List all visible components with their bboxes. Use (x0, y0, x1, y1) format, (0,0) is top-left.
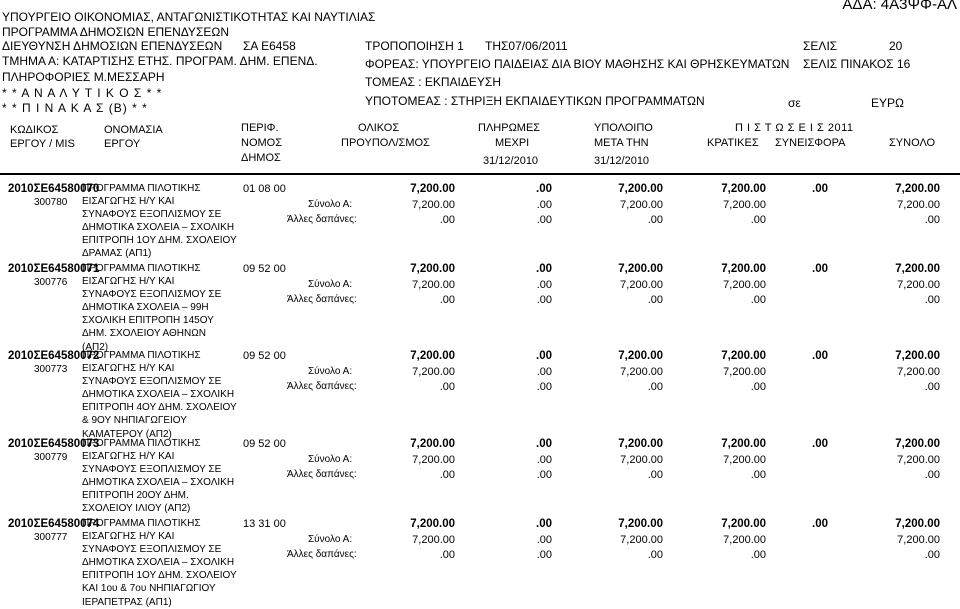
col-municipality: ΔΗΜΟΣ (241, 152, 281, 164)
main-amount: 7,200.00 (721, 438, 766, 450)
other-expenses-amount: .00 (750, 294, 766, 306)
other-expenses-amount: .00 (750, 469, 766, 481)
subtotal-amount: .00 (536, 534, 552, 546)
other-expenses-amount: .00 (924, 214, 940, 226)
sector-label: ΤΟΜΕΑΣ : ΕΚΠΑΙΔΕΥΣΗ (365, 75, 501, 89)
contact-info: ΠΛΗΡΟΦΟΡΙΕΣ Μ.ΜΕΣΣΑΡΗ (2, 70, 165, 84)
page-label: ΣΕΛΙΣ (803, 39, 838, 53)
main-amount: .00 (536, 438, 552, 450)
project-code: 2010ΣΕ64580070 (8, 183, 100, 195)
other-expenses-amount: .00 (924, 549, 940, 561)
project-code: 2010ΣΕ64580072 (8, 350, 100, 362)
col-budget: ΠΡΟΥΠΟΛ/ΣΜΟΣ (341, 137, 430, 149)
subtotal-amount: 7,200.00 (723, 279, 766, 291)
main-amount: 7,200.00 (721, 183, 766, 195)
subtotal-amount: 7,200.00 (412, 199, 455, 211)
subtotal-amount: 7,200.00 (723, 366, 766, 378)
table-page: ΣΕΛΙΣ ΠΙΝΑΚΟΣ 16 (803, 57, 911, 71)
project-description: ΠΡΟΓΡΑΜΜΑ ΠΙΛΟΤΙΚΗΣ ΕΙΣΑΓΩΓΗΣ Η/Υ ΚΑΙ ΣΥΝΑΦΟΥΣ ΕΞΟΠΛΙΣΜΟΥ ΣΕ ΔΗΜΟΤΙΚΑ ΣΧΟΛΕΙΑ – 99Η ΣΧΟΛΙΚΗ ΕΠΙΤΡΟΠΗ 145ΟΥ ΔΗΜ. ΣΧΟΛΕΙΟΥ ΑΘΗΝΩΝ (ΑΠ2) (82, 263, 222, 353)
table-b-label: * * Π Ι Ν Α Κ Α Σ (Β) * * (2, 101, 148, 115)
main-amount: .00 (812, 518, 828, 530)
col-name: ΟΝΟΜΑΣΙΑ (104, 124, 163, 136)
main-amount: 7,200.00 (895, 350, 940, 362)
other-expenses-amount: .00 (924, 294, 940, 306)
main-amount: 7,200.00 (895, 438, 940, 450)
col-payments: ΠΛΗΡΩΜΕΣ (478, 122, 541, 134)
subtotal-amount: 7,200.00 (723, 534, 766, 546)
subtotal-amount: .00 (536, 279, 552, 291)
col-region: ΠΕΡΙΦ. (241, 122, 279, 134)
main-amount: 7,200.00 (721, 518, 766, 530)
analytic-label: * * Α Ν Α Λ Υ Τ Ι Κ Ο Σ * * (2, 86, 163, 100)
other-expenses-amount: .00 (647, 549, 663, 561)
col-credits-2011: Π Ι Σ Τ Ω Σ Ε Ι Σ 2011 (735, 122, 854, 134)
main-amount: 7,200.00 (410, 183, 455, 195)
project-description: ΠΡΟΓΡΑΜΜΑ ΠΙΛΟΤΙΚΗΣ ΕΙΣΑΓΩΓΗΣ Η/Υ ΚΑΙ ΣΥΝΑΦΟΥΣ ΕΞΟΠΛΙΣΜΟΥ ΣΕ ΔΗΜΟΤΙΚΑ ΣΧΟΛΕΙΑ – ΣΧΟΛΙΚΗ ΕΠΙΤΡΟΠΗ 1ΟΥ ΔΗΜ. ΣΧΟΛΕΙΟΥ ΚΑΙ 1ου & 7ου ΝΗΠΙΑΓΩΓΙΟΥ ΙΕΡΑΠΕΤΡΑΣ (ΑΠ1) (82, 518, 237, 608)
other-expenses-label: Άλλες δαπάνες: (287, 381, 357, 392)
page-number: 20 (889, 39, 903, 53)
region-codes: 13 31 00 (243, 518, 286, 530)
main-amount: 7,200.00 (721, 263, 766, 275)
subtotal-amount: 7,200.00 (620, 534, 663, 546)
other-expenses-amount: .00 (924, 469, 940, 481)
col-total: ΟΛΙΚΟΣ (358, 122, 400, 134)
other-expenses-amount: .00 (439, 214, 455, 226)
project-code: 2010ΣΕ64580073 (8, 438, 100, 450)
main-amount: .00 (812, 183, 828, 195)
subtotal-amount: 7,200.00 (412, 279, 455, 291)
main-amount: 7,200.00 (410, 263, 455, 275)
main-amount: 7,200.00 (410, 438, 455, 450)
main-amount: .00 (536, 183, 552, 195)
region-codes: 09 52 00 (243, 438, 286, 450)
region-codes: 01 08 00 (243, 183, 286, 195)
other-expenses-amount: .00 (439, 294, 455, 306)
amendment-date: ΤΗΣ07/06/2011 (485, 39, 568, 53)
other-expenses-amount: .00 (536, 549, 552, 561)
subtotal-amount: .00 (536, 199, 552, 211)
main-amount: 7,200.00 (618, 183, 663, 195)
department-title: ΤΜΗΜΑ Α: ΚΑΤΑΡΤΙΣΗΣ ΕΤΗΣ. ΠΡΟΓΡΑΜ. ΔΗΜ. ΕΠΕΝΔ. (2, 54, 318, 68)
subtotal-amount: 7,200.00 (412, 454, 455, 466)
subtotal-label: Σύνολο Α: (308, 279, 353, 290)
project-description: ΠΡΟΓΡΑΜΜΑ ΠΙΛΟΤΙΚΗΣ ΕΙΣΑΓΩΓΗΣ Η/Υ ΚΑΙ ΣΥΝΑΦΟΥΣ ΕΞΟΠΛΙΣΜΟΥ ΣΕ ΔΗΜΟΤΙΚΑ ΣΧΟΛΕΙΑ – ΣΧΟΛΙΚΗ ΕΠΙΤΡΟΠΗ 1ΟΥ ΔΗΜ. ΣΧΟΛΕΙΟΥ ΔΡΑΜΑΣ (ΑΠ1) (82, 183, 237, 260)
main-amount: 7,200.00 (895, 518, 940, 530)
col-until-date: 31/12/2010 (483, 155, 539, 167)
other-expenses-amount: .00 (536, 214, 552, 226)
mis-code: 300773 (34, 364, 68, 375)
col-prefecture: ΝΟΜΟΣ (241, 137, 283, 149)
subtotal-amount: 7,200.00 (897, 199, 940, 211)
main-amount: 7,200.00 (618, 438, 663, 450)
col-name-2: ΕΡΓΟΥ (104, 138, 141, 150)
subsector-label: ΥΠΟΤΟΜΕΑΣ : ΣΤΗΡΙΞΗ ΕΚΠΑΙΔΕΥΤΙΚΩΝ ΠΡΟΓΡΑΜΜΑΤΩΝ (365, 94, 705, 108)
other-expenses-amount: .00 (536, 381, 552, 393)
mis-code: 300776 (34, 277, 68, 288)
other-expenses-amount: .00 (750, 549, 766, 561)
main-amount: .00 (536, 263, 552, 275)
col-balance: ΥΠΟΛΟΙΠΟ (594, 122, 653, 134)
ada-code: ΑΔΑ: 4Α3ΨΦ-ΑΛ (842, 0, 957, 13)
project-description: ΠΡΟΓΡΑΜΜΑ ΠΙΛΟΤΙΚΗΣ ΕΙΣΑΓΩΓΗΣ Η/Υ ΚΑΙ ΣΥΝΑΦΟΥΣ ΕΞΟΠΛΙΣΜΟΥ ΣΕ ΔΗΜΟΤΙΚΑ ΣΧΟΛΕΙΑ – ΣΧΟΛΙΚΗ ΕΠΙΤΡΟΠΗ 20ΟΥ ΔΗΜ. ΣΧΟΛΕΙΟΥ ΙΛΙΟΥ (ΑΠ2) (82, 438, 235, 515)
col-state: ΚΡΑΤΙΚΕΣ (707, 137, 759, 149)
other-expenses-amount: .00 (750, 381, 766, 393)
other-expenses-label: Άλλες δαπάνες: (287, 549, 357, 560)
main-amount: 7,200.00 (895, 263, 940, 275)
currency-label: ΕΥΡΩ (871, 96, 904, 110)
other-expenses-amount: .00 (439, 549, 455, 561)
subtotal-amount: 7,200.00 (897, 366, 940, 378)
subtotal-amount: .00 (536, 366, 552, 378)
main-amount: 7,200.00 (895, 183, 940, 195)
other-expenses-amount: .00 (647, 294, 663, 306)
subtotal-label: Σύνολο Α: (308, 199, 353, 210)
subtotal-amount: 7,200.00 (897, 534, 940, 546)
other-expenses-amount: .00 (536, 469, 552, 481)
col-contribution: ΣΥΝΕΙΣΦΟΡΑ (775, 137, 846, 149)
mis-code: 300779 (34, 452, 68, 463)
subtotal-amount: 7,200.00 (897, 454, 940, 466)
subtotal-amount: 7,200.00 (412, 366, 455, 378)
subtotal-amount: 7,200.00 (620, 199, 663, 211)
subtotal-label: Σύνολο Α: (308, 534, 353, 545)
other-expenses-amount: .00 (439, 469, 455, 481)
other-expenses-label: Άλλες δαπάνες: (287, 294, 357, 305)
main-amount: 7,200.00 (618, 263, 663, 275)
subtotal-label: Σύνολο Α: (308, 366, 353, 377)
ministry-title: ΥΠΟΥΡΓΕΙΟ ΟΙΚΟΝΟΜΙΑΣ, ΑΝΤΑΓΩΝΙΣΤΙΚΟΤΗΤΑΣ ΚΑΙ ΝΑΥΤΙΛΙΑΣ (2, 10, 376, 24)
mis-code: 300780 (34, 197, 68, 208)
sa-code: ΣΑ Ε6458 (243, 39, 296, 53)
other-expenses-amount: .00 (647, 469, 663, 481)
col-until: ΜΕΧΡΙ (495, 137, 530, 149)
other-expenses-label: Άλλες δαπάνες: (287, 469, 357, 480)
other-expenses-amount: .00 (439, 381, 455, 393)
other-expenses-amount: .00 (647, 381, 663, 393)
program-title: ΠΡΟΓΡΑΜΜΑ ΔΗΜΟΣΙΩΝ ΕΠΕΝΔΥΣΕΩΝ (2, 25, 229, 39)
other-expenses-amount: .00 (924, 381, 940, 393)
subtotal-amount: 7,200.00 (620, 279, 663, 291)
col-after-date: 31/12/2010 (594, 155, 650, 167)
project-code: 2010ΣΕ64580074 (8, 518, 100, 530)
mis-code: 300777 (34, 532, 68, 543)
subtotal-amount: 7,200.00 (723, 199, 766, 211)
main-amount: 7,200.00 (721, 350, 766, 362)
main-amount: .00 (812, 263, 828, 275)
main-amount: 7,200.00 (618, 518, 663, 530)
project-code: 2010ΣΕ64580071 (8, 263, 100, 275)
subtotal-amount: 7,200.00 (620, 454, 663, 466)
currency-prefix: σε (788, 96, 801, 110)
main-amount: .00 (812, 350, 828, 362)
other-expenses-amount: .00 (536, 294, 552, 306)
other-expenses-amount: .00 (750, 214, 766, 226)
subtotal-label: Σύνολο Α: (308, 454, 353, 465)
main-amount: 7,200.00 (410, 350, 455, 362)
subtotal-amount: 7,200.00 (897, 279, 940, 291)
amendment-number: ΤΡΟΠΟΠΟΙΗΣΗ 1 (365, 39, 464, 53)
col-code: ΚΩΔΙΚΟΣ (10, 124, 59, 136)
other-expenses-amount: .00 (647, 214, 663, 226)
main-amount: .00 (536, 518, 552, 530)
region-codes: 09 52 00 (243, 263, 286, 275)
subtotal-amount: 7,200.00 (412, 534, 455, 546)
subtotal-amount: 7,200.00 (620, 366, 663, 378)
main-amount: .00 (812, 438, 828, 450)
col-code-mis: ΕΡΓΟΥ / MIS (10, 138, 75, 150)
directorate-title: ΔΙΕΥΘΥΝΣΗ ΔΗΜΟΣΙΩΝ ΕΠΕΝΔΥΣΕΩΝ (2, 39, 223, 53)
main-amount: .00 (536, 350, 552, 362)
header-divider (0, 173, 960, 175)
subtotal-amount: 7,200.00 (723, 454, 766, 466)
other-expenses-label: Άλλες δαπάνες: (287, 214, 357, 225)
project-description: ΠΡΟΓΡΑΜΜΑ ΠΙΛΟΤΙΚΗΣ ΕΙΣΑΓΩΓΗΣ Η/Υ ΚΑΙ ΣΥΝΑΦΟΥΣ ΕΞΟΠΛΙΣΜΟΥ ΣΕ ΔΗΜΟΤΙΚΑ ΣΧΟΛΕΙΑ – ΣΧΟΛΙΚΗ ΕΠΙΤΡΟΠΗ 4ΟΥ ΔΗΜ. ΣΧΟΛΕΙΟΥ & 9ΟΥ ΝΗΠΙΑΓΩΓΕΙΟΥ ΚΑΜΑΤΕΡΟΥ (ΑΠ2) (82, 350, 237, 440)
main-amount: 7,200.00 (618, 350, 663, 362)
col-sum: ΣΥΝΟΛΟ (889, 137, 936, 149)
main-amount: 7,200.00 (410, 518, 455, 530)
subtotal-amount: .00 (536, 454, 552, 466)
col-after: ΜΕΤΑ ΤΗΝ (594, 137, 649, 149)
region-codes: 09 52 00 (243, 350, 286, 362)
agency-label: ΦΟΡΕΑΣ: ΥΠΟΥΡΓΕΙΟ ΠΑΙΔΕΙΑΣ ΔΙΑ ΒΙΟΥ ΜΑΘΗΣΗΣ ΚΑΙ ΘΡΗΣΚΕΥΜΑΤΩΝ (365, 57, 790, 71)
